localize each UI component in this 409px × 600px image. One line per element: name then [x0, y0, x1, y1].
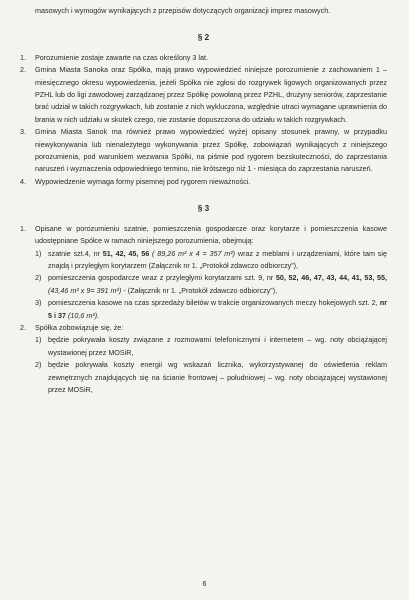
item-text: Wypowiedzenie wymaga formy pisemnej pod rygorem nieważności. — [35, 176, 251, 186]
room-numbers: nr 5 i 37 — [48, 298, 387, 320]
sub-text-part: wraz z meblami i urządzeniami, które tam się znajdą i przyległym korytarzem (Załącznik nr 1. „Protokół zdawczo odbiorczy”), — [48, 248, 387, 270]
intro-paragraph: masowych i wymogów wynikających z przepisów dotyczących organizacji imprez masowych. — [35, 6, 331, 15]
section-2-item-3 — [20, 126, 387, 176]
item-text: Gmina Miasta Sanoka oraz Spółka, mają prawo wypowiedzieć niniejsze porozumienie z zachowaniem 1 – miesięcznego okresu wypowiedzenia, jeżeli Spółka nie zgłosi do rozgrywek ligowych organizowanych przez PZHL lub do ligi zawodowej zarządzanej przez Spółkę powołaną przez PZHL, drużyny seniorów, zaprzestanie brać udział w takich rozgrywkach, lub zostanie z nich wykluczona, względnie utraci wymagane uprawnienia do brania w nich udziału w skutek czego, nie zostanie dopuszczona do udziału w takich rozgrywkach. — [35, 65, 387, 124]
item-number: 3. — [20, 127, 26, 137]
section-2-item-1 — [20, 52, 387, 64]
section-3-item-2-sub-2 — [20, 359, 387, 396]
section-3-item-1 — [20, 223, 387, 248]
sub-number: 1) — [35, 335, 42, 345]
item-text: Spółka zobowiązuje się, że: — [35, 322, 124, 332]
sub-text — [48, 297, 387, 322]
item-number: 4. — [20, 176, 26, 186]
item-number: 2. — [20, 322, 26, 332]
section-3-item-2-sub-1 — [20, 334, 387, 359]
page-number: 6 — [202, 580, 207, 588]
sub-number: 2) — [35, 273, 42, 283]
item-number: 1. — [20, 52, 26, 62]
sub-text: będzie pokrywała koszty związane z rozmowami telefonicznymi i internetem – wg. noty obciążającej wystawionej przez MOSiR, — [48, 335, 387, 357]
section-2-title: § 2 — [197, 33, 210, 43]
sub-text: będzie pokrywała koszty energii wg wskazań licznika, wykorzystywanej do oświetlenia reklam zewnętrznych znajdujących się na ścianie frontowej – południowej – wg. noty obciążającej wystawionej przez MOSiR, — [48, 360, 387, 394]
section-2-item-4 — [20, 176, 387, 188]
section-3-item-2 — [20, 322, 387, 334]
sub-text-part: pomieszczenia kasowe na czas sprzedaży biletów w trakcie organizowanych meczy hokejowych szt. 2, — [48, 298, 380, 308]
item-text: Gmina Miasta Sanok ma również prawo wypowiedzieć wyżej opisany stosunek prawny, w przypadku niewykonywania lub nienależytego wykonywania przez Spółkę, zobowiązań wynikających z niniejszego porozumienia, pod warunkiem wezwania Spółki, na piśmie pod rygorem bezskuteczności, do zaprzestania naruszeń i wyznaczenia odpowiedniego terminu, nie krótszego niż 1 - miesiąca do zaprzestania naruszeń. — [35, 127, 387, 174]
sub-text-part: pomieszczenia gospodarcze wraz z przyległymi korytarzami szt. 9, nr — [48, 273, 276, 283]
section-3-item-1-sub-2 — [20, 272, 387, 297]
sub-text-part: - (Załącznik nr 1. „Protokół zdawczo odbiorczy”), — [121, 285, 278, 295]
room-numbers: 50, 52, 46, 47, 43, 44, 41, 53, 55, — [275, 273, 387, 283]
sub-number: 3) — [35, 298, 42, 308]
sub-text-part: szatnie szt.4, nr — [48, 248, 103, 258]
section-2-item-2 — [20, 64, 387, 126]
item-text: Porozumienie zostaje zawarte na czas określony 3 lat. — [35, 52, 208, 62]
area-formula: ( 89,26 m² x 4 = 357 m²) — [149, 248, 236, 258]
sub-number: 1) — [35, 248, 42, 258]
item-number: 1. — [20, 223, 26, 233]
section-3-item-1-sub-1 — [20, 248, 387, 273]
item-text: Opisane w porozumieniu szatnie, pomieszczenia gospodarcze oraz korytarze i pomieszczenia kasowe udostępniane Spółce w ramach niniejszego porozumienia, obejmują: — [35, 223, 387, 246]
section-3-title: § 3 — [197, 204, 210, 214]
sub-number: 2) — [35, 360, 42, 370]
sub-text — [48, 272, 387, 297]
sub-text — [48, 248, 387, 273]
item-number: 2. — [20, 65, 26, 75]
room-numbers: 51, 42, 45, 56 — [102, 248, 150, 258]
area-formula: (10,6 m²). — [65, 310, 100, 320]
section-3-item-1-sub-3 — [20, 297, 387, 322]
area-formula: (43,46 m² x 9= 391 m²) — [48, 285, 122, 295]
